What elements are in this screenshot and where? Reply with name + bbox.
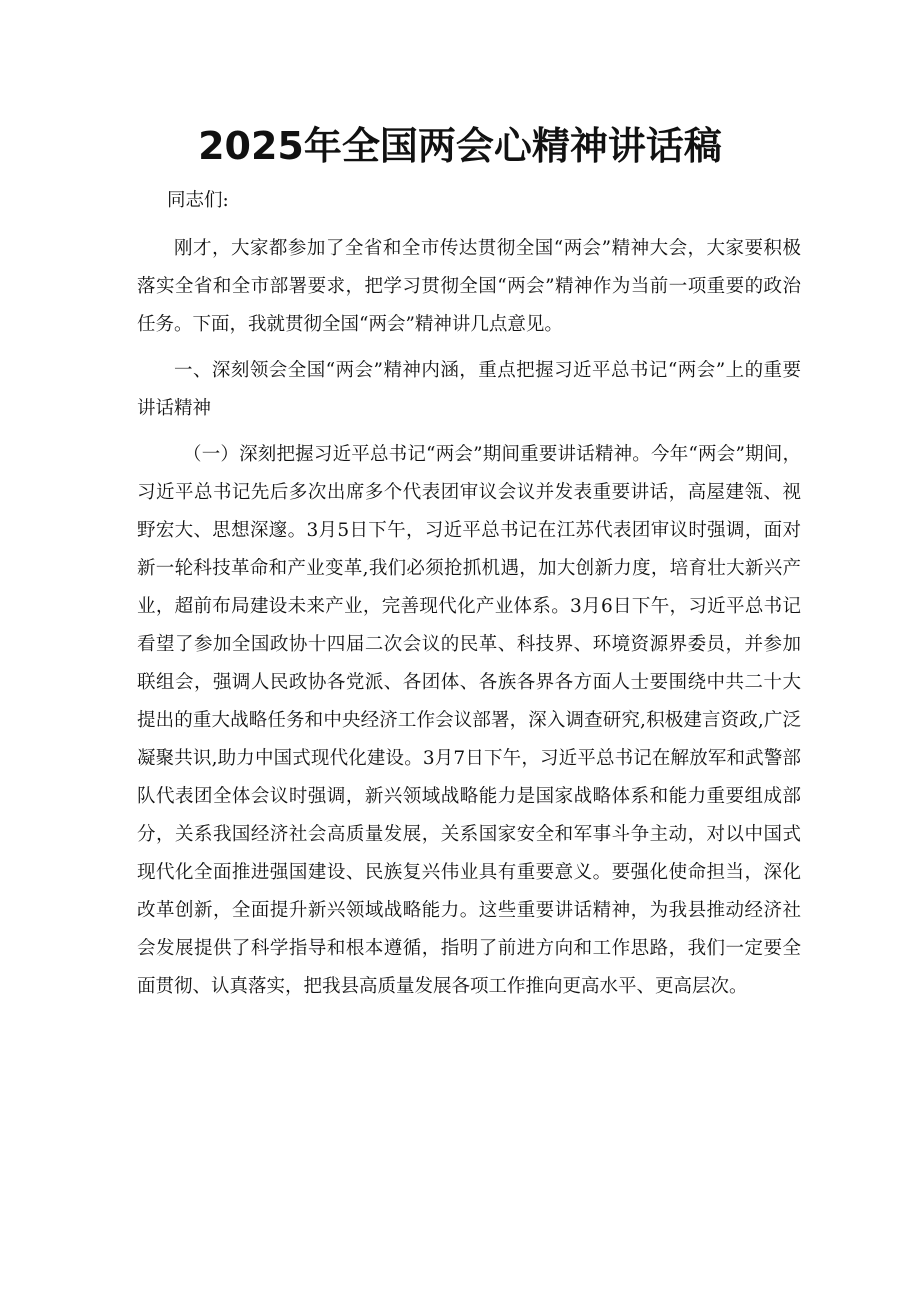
document-body bbox=[137, 182, 801, 1014]
document-title: 2025年全国两会心精神讲话稿 bbox=[198, 124, 722, 168]
section-heading-1: 一、深刻领会全国“两会”精神内涵，重点把握习近平总书记“两会”上的重要讲话精神 bbox=[137, 360, 801, 419]
salutation: 同志们: bbox=[167, 190, 229, 211]
paragraph-subsection-1: （一）深刻把握习近平总书记“两会”期间重要讲话精神。今年“两会”期间，习近平总书记先后多次出席多个代表团审议会议并发表重要讲话，高屋建瓴、视野宏大、思想深邃。3月5日下午，习近平总书记在江苏代表团审议时强调，面对新一轮科技革命和产业变革,我们必须抢抓机遇，加大创新力度，培育壮大新兴产业，超前布局建设未来产业，完善现代化产业体系。3月6日下午，习近平总书记看望了参加全国政协十四届二次会议的民革、科技界、环境资源界委员，并参加联组会，强调人民政协各党派、各团体、各族各界各方面人士要围绕中共二十大提出的重大战略任务和中央经济工作会议部署，深入调查研究,积极建言资政,广泛凝聚共识,助力中国式现代化建设。3月7日下午，习近平总书记在解放军和武警部队代表团全体会议时强调，新兴领域战略能力是国家战略体系和能力重要组成部分，关系我国经济社会高质量发展，关系国家安全和军事斗争主动，对以中国式现代化全面推进强国建设、民族复兴伟业具有重要意义。要强化使命担当，深化改革创新，全面提升新兴领域战略能力。这些重要讲话精神，为我县推动经济社会发展提供了科学指导和根本遵循，指明了前进方向和工作思路，我们一定要全面贯彻、认真落实，把我县高质量发展各项工作推向更高水平、更高层次。 bbox=[137, 444, 801, 997]
paragraph-intro: 刚才，大家都参加了全省和全市传达贯彻全国“两会”精神大会，大家要积极落实全省和全市部署要求，把学习贯彻全国“两会”精神作为当前一项重要的政治任务。下面，我就贯彻全国“两会”精神讲几点意见。 bbox=[137, 238, 801, 335]
